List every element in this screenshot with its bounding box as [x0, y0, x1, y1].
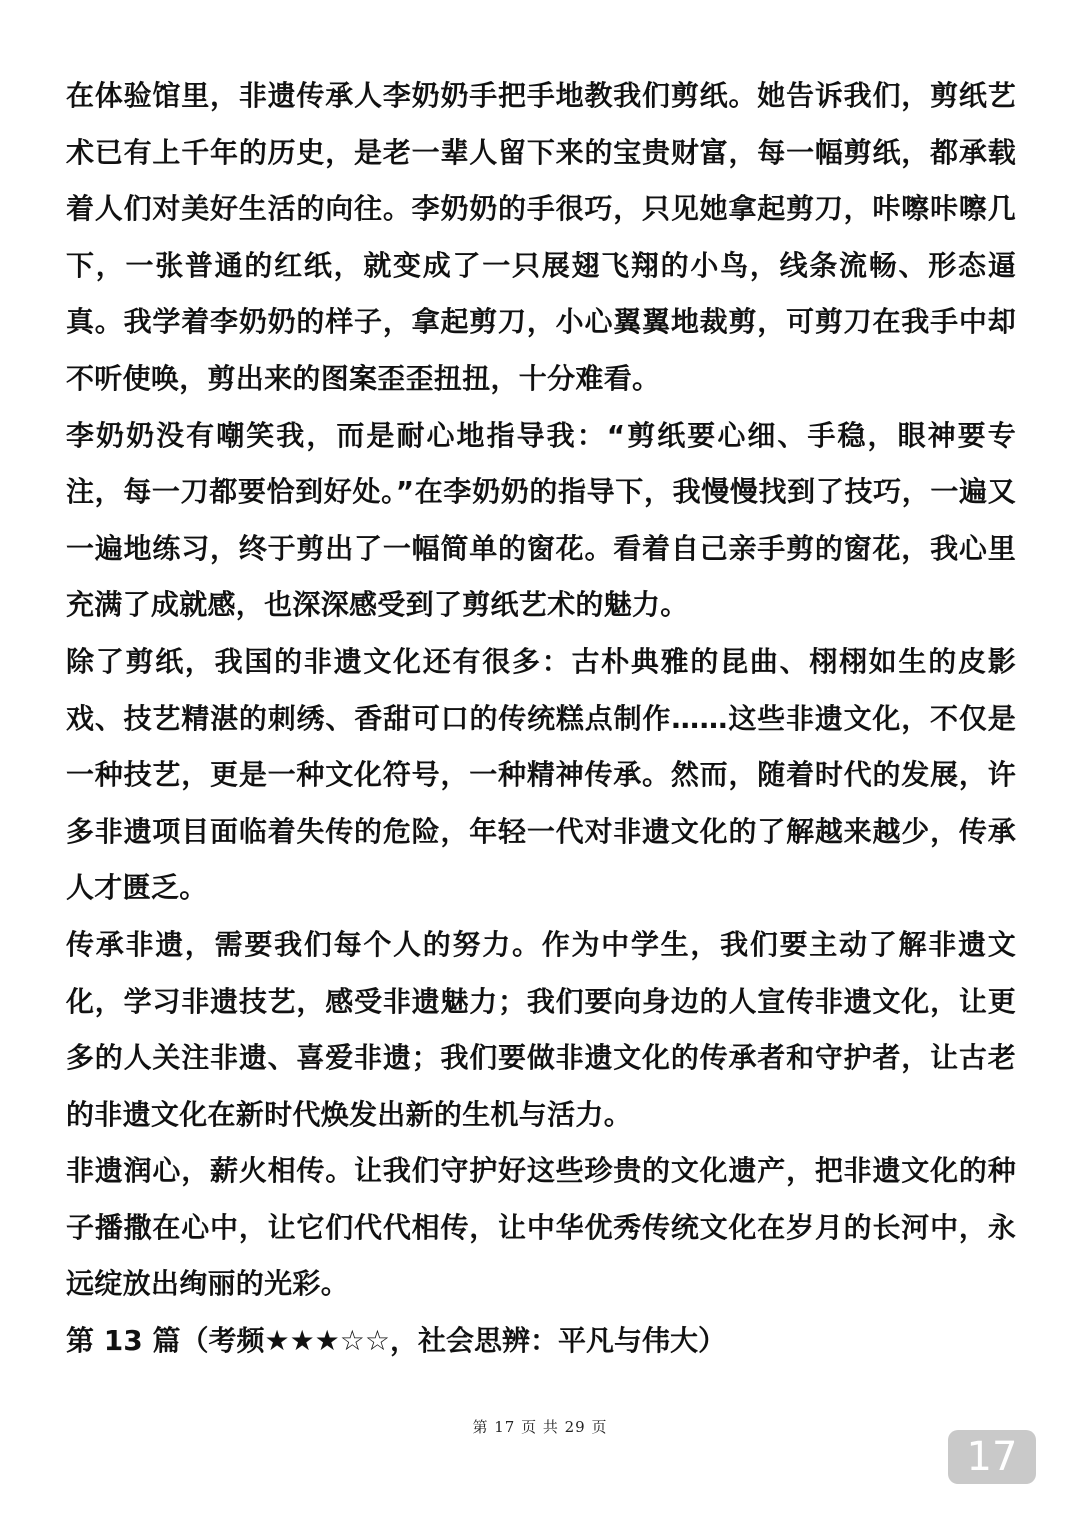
- paragraph-5: 非遗润心，薪火相传。让我们守护好这些珍贵的文化遗产，把非遗文化的种子播撒在心中，让它们代代相传，让中华优秀传统文化在岁月的长河中，永远绽放出绚丽的光彩。: [66, 1154, 1016, 1301]
- paragraph-4: 传承非遗，需要我们每个人的努力。作为中学生，我们要主动了解非遗文化，学习非遗技艺，感受非遗魅力；我们要向身边的人宣传非遗文化，让更多的人关注非遗、喜爱非遗；我们要做非遗文化的传承者和守护者，让古老的非遗文化在新时代焕发出新的生机与活力。: [66, 927, 1016, 1131]
- page-footer: 第 17 页 共 29 页: [472, 1418, 608, 1436]
- document-body: [66, 68, 1016, 1370]
- section-heading: 第 13 篇（考频★★★☆☆，社会思辨：平凡与伟大）: [66, 1324, 726, 1358]
- paragraph-2: 李奶奶没有嘲笑我，而是耐心地指导我：“剪纸要心细、手稳，眼神要专注，每一刀都要恰到好处。”在李奶奶的指导下，我慢慢找到了技巧，一遍又一遍地练习，终于剪出了一幅简单的窗花。看着自己亲手剪的窗花，我心里充满了成就感，也深深感受到了剪纸艺术的魅力。: [66, 418, 1016, 622]
- page-number-badge: 17: [948, 1430, 1036, 1484]
- paragraph-3: 除了剪纸，我国的非遗文化还有很多：古朴典雅的昆曲、栩栩如生的皮影戏、技艺精湛的刺绣、香甜可口的传统糕点制作……这些非遗文化，不仅是一种技艺，更是一种文化符号，一种精神传承。然而，随着时代的发展，许多非遗项目面临着失传的危险，年轻一代对非遗文化的了解越来越少，传承人才匮乏。: [66, 644, 1016, 905]
- paragraph-1: 在体验馆里，非遗传承人李奶奶手把手地教我们剪纸。她告诉我们，剪纸艺术已有上千年的历史，是老一辈人留下来的宝贵财富，每一幅剪纸，都承载着人们对美好生活的向往。李奶奶的手很巧，只见她拿起剪刀，咔嚓咔嚓几下，一张普通的红纸，就变成了一只展翅飞翔的小鸟，线条流畅、形态逼真。我学着李奶奶的样子，拿起剪刀，小心翼翼地裁剪，可剪刀在我手中却不听使唤，剪出来的图案歪歪扭扭，十分难看。: [66, 79, 1016, 395]
